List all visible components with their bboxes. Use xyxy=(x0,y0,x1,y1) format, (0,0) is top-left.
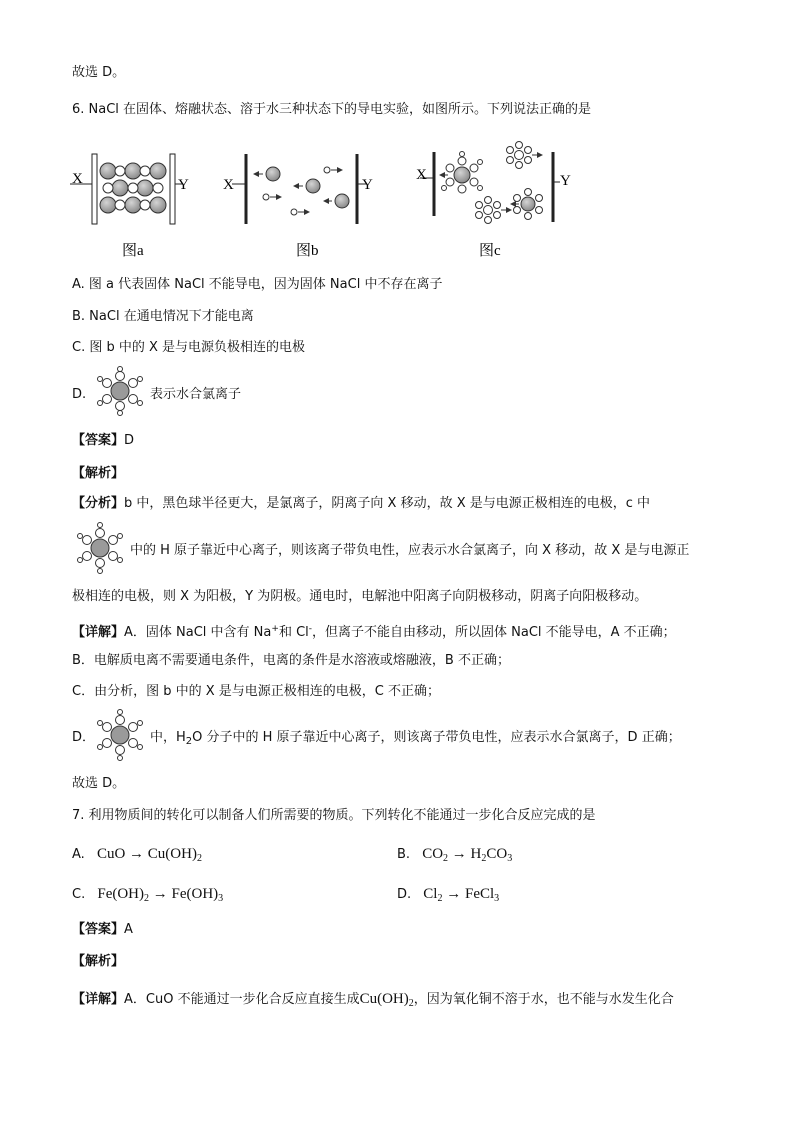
q5-conclusion: 故选 D。 xyxy=(72,65,126,80)
q7-opt-b-2-sub: 2 xyxy=(481,853,487,864)
detail-a-post: ，但离子不能自由移动，所以固体 NaCl 不能导电，A 不正确； xyxy=(312,625,676,640)
fig-b-label-y: Y xyxy=(362,177,373,193)
detail-b: B．电解质电离不需要通电条件，电离的条件是水溶液或熔融液，B 不正确； xyxy=(72,653,510,668)
q7-opt-b-3-sub: 3 xyxy=(507,853,513,864)
hydrated-chloride-icon xyxy=(92,366,148,416)
q6-option-b: B. NaCl 在通电情况下才能电离 xyxy=(72,309,254,324)
detail-a-plus: + xyxy=(271,624,279,634)
detail-c: C．由分析，图 b 中的 X 是与电源正极相连的电极，C 不正确； xyxy=(72,684,440,699)
q7-stem: 7. 利用物质间的转化可以制备人们所需要的物质。下列转化不能通过一步化合反应完成的是 xyxy=(72,808,596,823)
q7-detail-a-post: ，因为氧化铜不溶于水，也不能与水发生化合 xyxy=(413,992,674,1007)
q7-opt-c: Fe(OH) xyxy=(97,886,145,902)
q7-opt-c-label: C. xyxy=(72,887,86,902)
q7-opt-b-2: → H xyxy=(448,846,482,862)
q7-opt-c-sub2: 3 xyxy=(218,893,224,904)
fig-c-label-x: X xyxy=(416,167,427,183)
q6-conclusion: 故选 D。 xyxy=(72,776,126,791)
q6-stem: 6. NaCl 在固体、熔融状态、溶于水三种状态下的导电实验，如图所示。下列说法正确的是 xyxy=(72,102,592,117)
q7-detail-a-sub: 2 xyxy=(408,998,414,1009)
q7-analysis-tag: 【解析】 xyxy=(72,954,125,969)
figure-a-lattice xyxy=(70,154,182,224)
fig-a-caption: 图a xyxy=(122,243,144,259)
detail-a-mid: 和 Cl xyxy=(278,625,309,640)
figure-c-solution xyxy=(420,142,560,224)
q6-option-a: A. 图 a 代表固体 NaCl 不能导电，因为固体 NaCl 中不存在离子 xyxy=(72,277,443,292)
q7-detail-a-math: Cu(OH) xyxy=(359,991,409,1007)
q6-option-d-text: 表示水合氯离子 xyxy=(150,387,242,402)
fig-a-label-x: X xyxy=(72,171,83,187)
q7-opt-b-label: B. xyxy=(397,847,411,862)
fig-c-label-y: Y xyxy=(560,173,571,189)
q6-option-d-label: D. xyxy=(72,387,87,402)
q7-detail-a-pre: A．CuO 不能通过一步化合反应直接生成 xyxy=(124,992,360,1007)
figure-b-molten xyxy=(232,154,366,224)
q7-opt-a: CuO → Cu(OH) xyxy=(96,846,197,862)
fenxi-line-2: 中的 H 原子靠近中心离子，则该离子带负电性，应表示水合氯离子，向 X 移动，故 X 是与电源正 xyxy=(130,543,690,558)
answer-value: D xyxy=(124,433,135,448)
q7-opt-a-label: A. xyxy=(72,847,85,862)
q7-opt-c-sub1: 2 xyxy=(144,893,150,904)
fig-b-caption: 图b xyxy=(296,243,319,259)
fenxi-tag: 【分析】 xyxy=(72,496,125,511)
fig-b-label-x: X xyxy=(223,177,234,193)
q7-opt-b-1: CO xyxy=(422,846,444,862)
analysis-tag: 【解析】 xyxy=(72,466,125,481)
hydrated-chloride-icon xyxy=(72,521,128,575)
q7-opt-d-label: D. xyxy=(397,887,412,902)
detail-a-pre: A．固体 NaCl 中含有 Na xyxy=(124,625,272,640)
q7-opt-d-2: → FeCl xyxy=(442,886,495,902)
conductivity-figure xyxy=(70,140,590,265)
q6-option-c: C. 图 b 中的 X 是与电源负极相连的电极 xyxy=(72,340,306,355)
answer-tag: 【答案】 xyxy=(72,433,125,448)
q7-opt-b-1-sub: 2 xyxy=(443,853,449,864)
detail-tag: 【详解】 xyxy=(72,625,125,640)
q7-opt-d-1: Cl xyxy=(423,886,438,902)
q7-answer-value: A xyxy=(124,922,133,937)
detail-d-pre: 中，H xyxy=(150,730,186,745)
q7-opt-d-2-sub: 3 xyxy=(494,893,500,904)
fenxi-line-3: 极相连的电极，则 X 为阳极，Y 为阴极。通电时，电解池中阳离子向阴极移动，阴离子向阳极移动。 xyxy=(72,589,648,604)
q7-opt-a-sub: 2 xyxy=(196,853,202,864)
fig-c-caption: 图c xyxy=(479,243,501,259)
q7-opt-b-3: CO xyxy=(486,846,508,862)
q7-detail-tag: 【详解】 xyxy=(72,992,125,1007)
q7-opt-c-mid: → Fe(OH) xyxy=(149,886,219,902)
q7-opt-d-1-sub: 2 xyxy=(437,893,443,904)
detail-a-minus: - xyxy=(308,624,313,634)
detail-d-label: D． xyxy=(72,730,96,745)
q7-answer-tag: 【答案】 xyxy=(72,922,125,937)
hydrated-chloride-icon xyxy=(92,709,148,761)
detail-d-sub: 2 xyxy=(185,736,193,747)
detail-d-post: O 分子中的 H 原子靠近中心离子，则该离子带负电性，应表示水合氯离子，D 正确； xyxy=(192,730,681,745)
fig-a-label-y: Y xyxy=(178,177,189,193)
fenxi-line-1: b 中，黑色球半径更大，是氯离子，阴离子向 X 移动，故 X 是与电源正极相连的电极，c 中 xyxy=(124,496,651,511)
